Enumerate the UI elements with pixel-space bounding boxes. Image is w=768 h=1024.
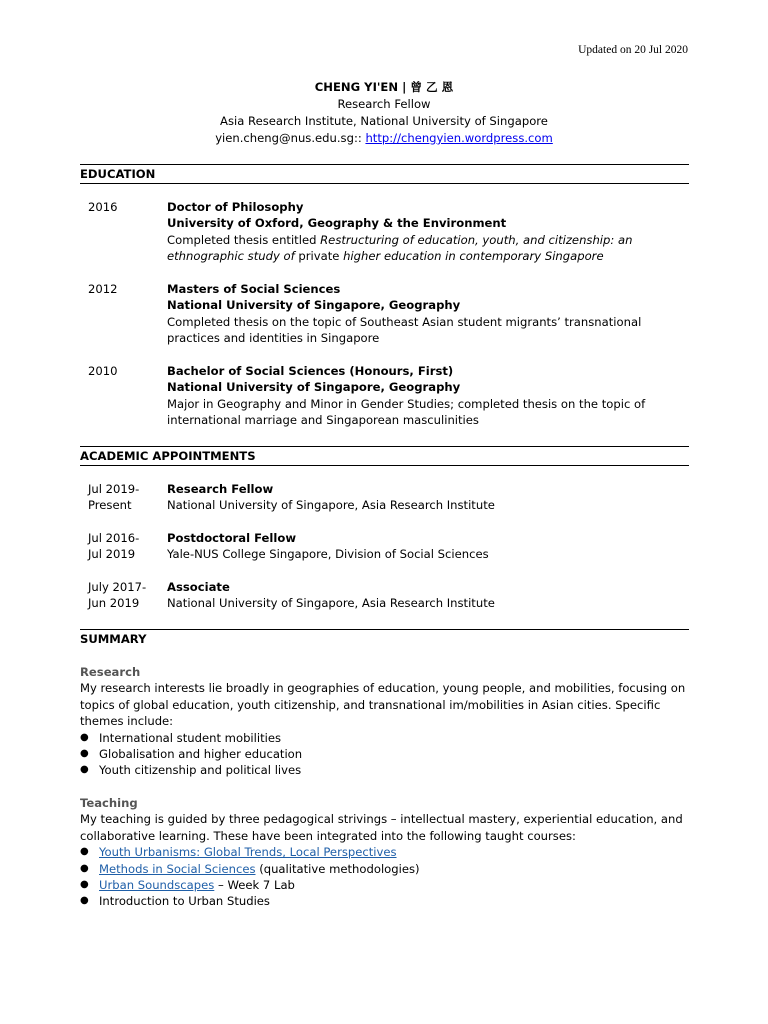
- teaching-text: My teaching is guided by three pedagogical strivings – intellectual mastery, experiential education, and collaborative learning. These have been integrated into the following taught courses:: [80, 812, 683, 843]
- course-link[interactable]: Urban Soundscapes: [99, 878, 215, 893]
- education-heading: EDUCATION: [80, 164, 689, 184]
- appointment-org: Yale-NUS College Singapore, Division of Social Sciences: [167, 547, 489, 562]
- education-description: Major in Geography and Minor in Gender Studies; completed thesis on the topic of international marriage and Singaporean masculinities: [167, 396, 646, 428]
- person-name: CHENG YI'EN | 曾 乙 恩: [314, 80, 454, 94]
- course-link[interactable]: Methods in Social Sciences: [99, 861, 256, 876]
- appointment-dates: Jul 2019- Present: [88, 482, 140, 513]
- list-item: ● Youth citizenship and political lives: [80, 762, 688, 778]
- education-year: 2012: [88, 282, 118, 296]
- course-list: [80, 844, 688, 910]
- appointment-dates: Jul 2016- Jul 2019: [88, 531, 140, 562]
- education-description: Completed thesis on the topic of Southeast Asian student migrants’ transnational practices and identities in Singapore: [167, 314, 642, 346]
- appointment-org: National University of Singapore, Asia Research Institute: [167, 498, 495, 513]
- institution: National University of Singapore, Geography: [167, 380, 461, 395]
- research-label: Research: [80, 665, 141, 679]
- updated-date: Updated on 20 Jul 2020: [578, 44, 688, 56]
- degree: Bachelor of Social Sciences (Honours, First): [167, 364, 454, 378]
- degree: Masters of Social Sciences: [167, 282, 341, 296]
- institution: National University of Singapore, Geography: [167, 298, 461, 313]
- appointments-heading: ACADEMIC APPOINTMENTS: [80, 446, 689, 466]
- summary-heading: SUMMARY: [80, 629, 689, 648]
- list-item: [80, 844, 688, 860]
- website-link[interactable]: http://chengyien.wordpress.com: [365, 131, 553, 145]
- institution: University of Oxford, Geography & the Environment: [167, 216, 507, 231]
- research-text: My research interests lie broadly in geographies of education, young people, and mobilities, focusing on topics of global education, youth citizenship, and transnational im/mobilities in Asian cities. Specific themes include:: [80, 681, 686, 729]
- list-item: ● Urban Soundscapes – Week 7 Lab: [80, 877, 688, 893]
- job-title: Research Fellow: [337, 97, 431, 111]
- cv-header: [0, 79, 768, 147]
- list-item: ● International student mobilities: [80, 730, 688, 746]
- appointment-role: Research Fellow: [167, 482, 274, 496]
- course-link[interactable]: Youth Urbanisms: Global Trends, Local Perspectives: [99, 845, 397, 860]
- email: yien.cheng@nus.edu.sg::: [215, 131, 362, 145]
- degree: Doctor of Philosophy: [167, 200, 304, 214]
- education-year: 2010: [88, 364, 118, 378]
- appointment-role: Associate: [167, 580, 230, 594]
- list-item: ● Introduction to Urban Studies: [80, 893, 688, 909]
- list-item: ● Methods in Social Sciences (qualitative methodologies): [80, 861, 688, 877]
- appointment-dates: July 2017- Jun 2019: [88, 580, 147, 611]
- appointment-role: Postdoctoral Fellow: [167, 531, 297, 545]
- research-themes: [80, 730, 688, 779]
- research-summary: [80, 664, 688, 779]
- contact-line: [0, 130, 768, 147]
- education-description: Completed thesis entitled Restructuring of education, youth, and citizenship: an ethnographic study of private higher education in contemporary Singapore: [167, 232, 633, 264]
- teaching-summary: [80, 795, 688, 910]
- education-year: 2016: [88, 200, 118, 214]
- list-item: ● Globalisation and higher education: [80, 746, 688, 762]
- affiliation: Asia Research Institute, National University of Singapore: [220, 114, 548, 128]
- teaching-label: Teaching: [80, 796, 138, 810]
- appointment-org: National University of Singapore, Asia Research Institute: [167, 596, 495, 611]
